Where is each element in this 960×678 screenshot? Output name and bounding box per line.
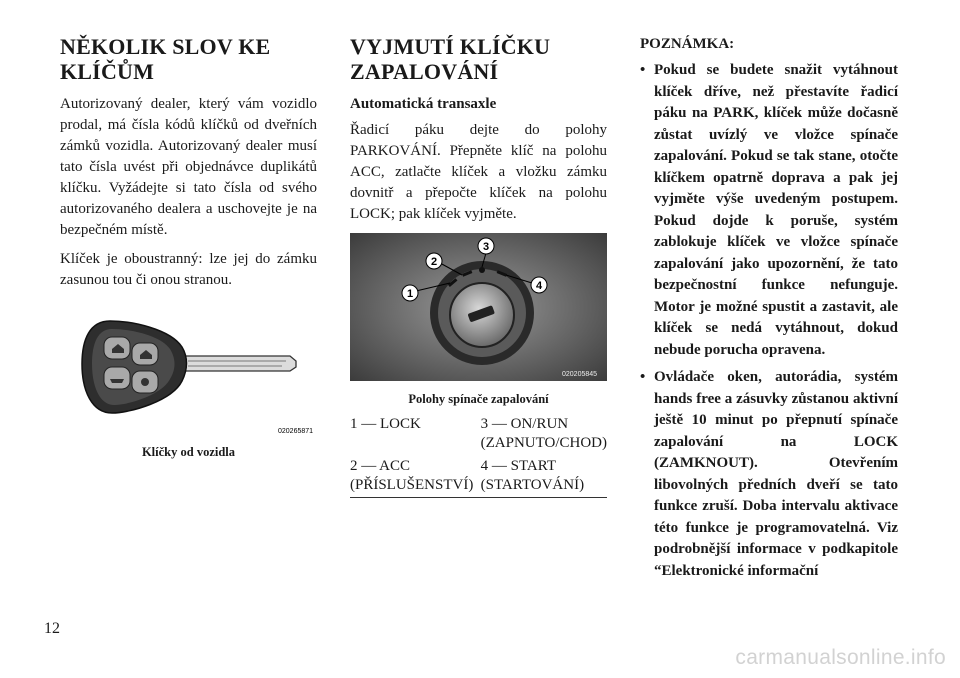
figure-code-key: 020265871 bbox=[278, 428, 314, 435]
callout-2 bbox=[426, 253, 442, 269]
legend-row bbox=[350, 415, 607, 457]
legend-row bbox=[350, 457, 607, 498]
key-blade bbox=[178, 356, 296, 371]
column-ignition bbox=[350, 34, 607, 498]
svg-text:2: 2 bbox=[430, 256, 438, 268]
legend-start: 4 — START (STARTOVÁNÍ) bbox=[481, 457, 607, 498]
figure-key-fob bbox=[60, 309, 317, 460]
note-item-accessory-delay: • Ovládače oken, autorádia, systém hands free a zásuvky zůstanou aktivní ještě 10 minut po přepnutí spínače zapalování na LOCK (ZAMKNOUT). Otevřením libovolných předních dveří se tato funkce zruší. Doba intervalu aktivace této funkce je programovatelná. Viz podrobnější informace v podkapitole “Elektronické informační bbox=[640, 367, 898, 582]
mark-run bbox=[479, 267, 485, 273]
subtitle-transaxle: Automatická transaxle bbox=[350, 96, 497, 112]
trunk-button bbox=[104, 367, 130, 389]
figure-ignition-switch bbox=[350, 233, 607, 407]
legend-on-run: 3 — ON/RUN (ZAPNUTO/CHOD) bbox=[480, 416, 608, 451]
callout-4 bbox=[531, 277, 547, 293]
ignition-switch-photo bbox=[350, 233, 607, 381]
page-number: 12 bbox=[44, 620, 60, 637]
column-keys bbox=[60, 34, 317, 460]
section-title-ignition: VYJMUTÍ KLÍČKU ZAPALOVÁNÍ bbox=[350, 34, 551, 84]
section-title-keys: NĚKOLIK SLOV KE KLÍČŮM bbox=[60, 34, 271, 84]
figure-code-ignition: 020205845 bbox=[562, 371, 598, 378]
svg-text:1: 1 bbox=[406, 288, 414, 300]
watermark: carmanualsonline.info bbox=[735, 646, 946, 669]
note-item-key-stuck: • Pokud se budete snažit vytáhnout klíček dříve, než přestavíte řadicí páku na PARK, klíček může dočasně zůstat uvízlý ve vložce spínače zapalování. Pokud se tak stane, otočte klíčkem opatrně doprava a pak jej vyjměte výše uvedeným postupem. Pokud dojde k poruše, systém zablokuje klíček ve vložce spínače zapalování jako upozornění, že tato bezpečnostní funkce nefunguje. Motor je možné spustit a zastavit, ale klíček se nedá vytáhnout, dokud nebude porucha opravena. bbox=[640, 60, 898, 361]
trunk-icon bbox=[110, 379, 124, 383]
legend-acc: 2 — ACC (PŘÍSLUŠENSTVÍ) bbox=[350, 457, 481, 498]
note-title: POZNÁMKA: bbox=[640, 36, 735, 52]
key-fob-illustration bbox=[60, 309, 317, 439]
paragraph-double-sided: Klíček je oboustranný: lze jej do zámku zasunou tou či onou stranou. bbox=[60, 251, 317, 288]
caption-key-fob: Klíčky od vozidla bbox=[141, 445, 236, 459]
note-list bbox=[640, 60, 898, 582]
ignition-positions-legend bbox=[350, 415, 607, 498]
caption-ignition-switch: Polohy spínače zapalování bbox=[408, 392, 549, 406]
paragraph-dealer-codes: Autorizovaný dealer, který vám vozidlo prodal, má čísla kódů klíčků od dveřních zámků vozidla. Autorizovaný dealer musí tato čísla uvést při objednávce duplikátů klíčku. Vyžádejte si tato čísla od svého autorizovaného dealera a uschovejte je na bezpečném místě. bbox=[60, 96, 317, 238]
column-note bbox=[640, 34, 898, 588]
svg-text:3: 3 bbox=[482, 241, 490, 253]
panic-icon bbox=[141, 378, 149, 386]
callout-3 bbox=[478, 238, 494, 254]
svg-text:4: 4 bbox=[535, 280, 543, 292]
paragraph-removal-procedure: Řadicí páku dejte do polohy PARKOVÁNÍ. Přepněte klíč na polohu ACC, zatlačte klíček a vložku zámku dovnitř a přepočte klíček na polohu LOCK; pak klíček vyjměte. bbox=[350, 122, 607, 222]
callout-1 bbox=[402, 285, 418, 301]
legend-lock: 1 — LOCK bbox=[350, 416, 421, 432]
